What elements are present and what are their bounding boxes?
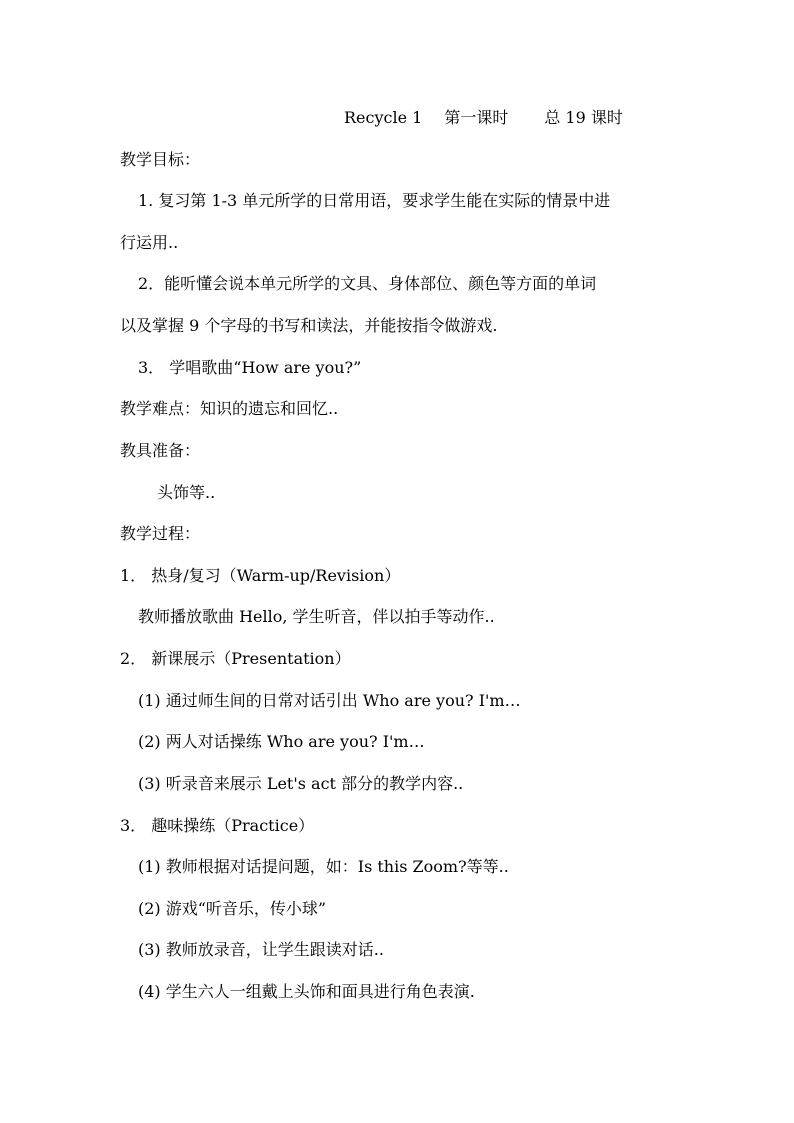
recycle-title: Recycle 1 <box>344 108 423 127</box>
step-3-item-2: (2) 游戏“听音乐，传小球” <box>138 899 327 918</box>
step-2-item-1: (1) 通过师生间的日常对话引出 Who are you? I'm… <box>138 691 521 710</box>
objective-1-line-1: 1. 复习第 1-3 单元所学的日常用语，要求学生能在实际的情景中进 <box>138 191 611 210</box>
objective-2-line-2: 以及掌握 9 个字母的书写和读法，并能按指令做游戏. <box>120 316 498 335</box>
step-3-item-3: (3) 教师放录音，让学生跟读对话.. <box>138 940 384 959</box>
step-3-item-1: (1) 教师根据对话提问题，如：Is this Zoom?等等.. <box>138 857 509 876</box>
objective-1-line-2: 行运用.. <box>120 233 179 252</box>
objectives-heading: 教学目标： <box>120 150 201 169</box>
step-1-title: 1． 热身/复习（Warm-up/Revision） <box>120 566 401 585</box>
step-3-title: 3． 趣味操练（Practice） <box>120 816 315 835</box>
materials-heading: 教具准备： <box>120 441 201 460</box>
lesson-number: 第一课时 <box>444 108 509 127</box>
objective-3: 3． 学唱歌曲“How are you?” <box>138 358 362 377</box>
step-2-item-2: (2) 两人对话操练 Who are you? I'm… <box>138 732 425 751</box>
step-2-item-3: (3) 听录音来展示 Let's act 部分的教学内容.. <box>138 774 464 793</box>
step-2-title: 2． 新课展示（Presentation） <box>120 649 351 668</box>
lesson-header <box>344 107 623 129</box>
step-3-item-4: (4) 学生六人一组戴上头饰和面具进行角色表演. <box>138 982 475 1001</box>
step-1-content: 教师播放歌曲 Hello, 学生听音，伴以拍手等动作.. <box>138 607 495 626</box>
total-lessons: 总 19 课时 <box>544 108 623 127</box>
objective-2-line-1: 2．能听懂会说本单元所学的文具、身体部位、颜色等方面的单词 <box>138 274 597 293</box>
teaching-difficulty: 教学难点：知识的遗忘和回忆.. <box>120 399 339 418</box>
process-heading: 教学过程： <box>120 524 201 543</box>
materials-content: 头饰等.. <box>157 483 216 502</box>
